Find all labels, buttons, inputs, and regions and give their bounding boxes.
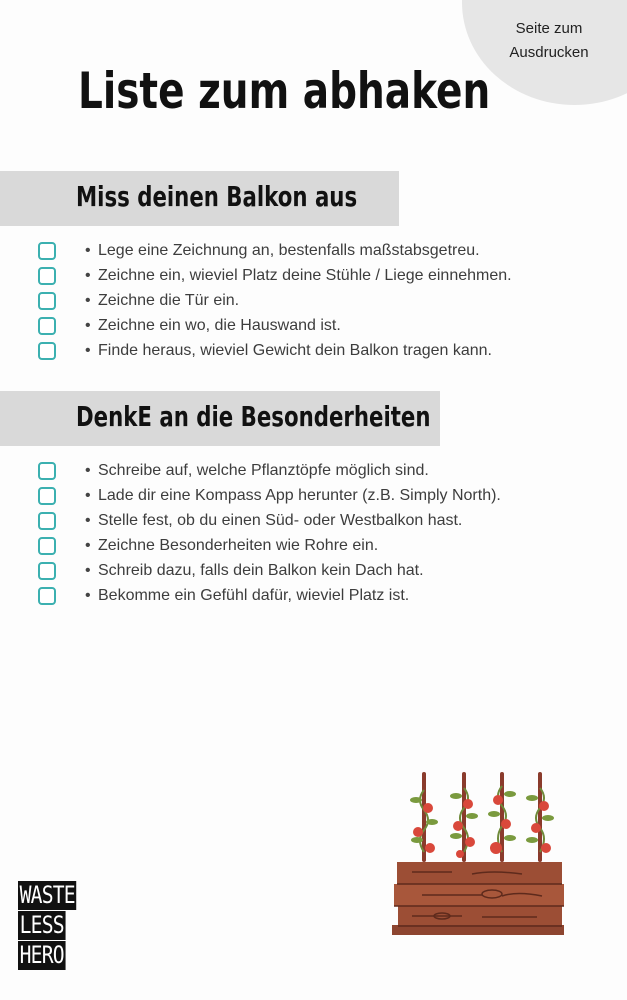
bullet-icon: • — [85, 342, 91, 359]
item-text: Schreibe auf, welche Pflanztöpfe möglich sind. — [98, 462, 429, 479]
checkbox[interactable] — [38, 462, 56, 480]
bullet-icon: • — [85, 562, 91, 579]
bullet-icon: • — [85, 587, 91, 604]
checkbox[interactable] — [38, 342, 56, 360]
bullet-icon: • — [85, 512, 91, 529]
checkbox[interactable] — [38, 587, 56, 605]
checkbox[interactable] — [38, 267, 56, 285]
checkbox[interactable] — [38, 242, 56, 260]
item-text: Lege eine Zeichnung an, bestenfalls maßstabsgetreu. — [98, 242, 480, 259]
logo-word: HERO — [19, 941, 64, 969]
bullet-icon: • — [85, 537, 91, 554]
tomato-planter-icon — [392, 770, 567, 945]
page-title: Liste zum abhaken — [78, 62, 491, 120]
checkbox[interactable] — [38, 537, 56, 555]
item-text: Bekomme ein Gefühl dafür, wieviel Platz ist. — [98, 587, 410, 604]
checkbox[interactable] — [38, 512, 56, 530]
item-text: Lade dir eine Kompass App herunter (z.B. Simply North). — [98, 487, 501, 504]
bullet-icon: • — [85, 242, 91, 259]
bullet-icon: • — [85, 462, 91, 479]
bullet-icon: • — [85, 267, 91, 284]
section-heading-1: Miss deinen Balkon aus — [76, 180, 358, 213]
bullet-icon: • — [85, 317, 91, 334]
item-text: Zeichne ein wo, die Hauswand ist. — [98, 317, 341, 334]
checkbox[interactable] — [38, 317, 56, 335]
checkbox[interactable] — [38, 562, 56, 580]
waste-less-hero-logo — [18, 881, 94, 971]
item-text: Zeichne die Tür ein. — [98, 292, 240, 309]
item-text: Zeichne Besonderheiten wie Rohre ein. — [98, 537, 379, 554]
checkbox[interactable] — [38, 487, 56, 505]
item-text: Schreib dazu, falls dein Balkon kein Dach hat. — [98, 562, 424, 579]
item-text: Stelle fest, ob du einen Süd- oder Westbalkon hast. — [98, 512, 463, 529]
print-page-label: Seite zum Ausdrucken — [509, 20, 589, 61]
item-text: Zeichne ein, wieviel Platz deine Stühle / Liege einnehmen. — [98, 267, 512, 284]
logo-word: LESS — [19, 911, 64, 939]
logo-word: WASTE — [19, 881, 75, 909]
checkbox[interactable] — [38, 292, 56, 310]
bullet-icon: • — [85, 487, 91, 504]
section-heading-2: DenkE an die Besonderheiten — [76, 400, 431, 433]
bullet-icon: • — [85, 292, 91, 309]
item-text: Finde heraus, wieviel Gewicht dein Balkon tragen kann. — [98, 342, 492, 359]
